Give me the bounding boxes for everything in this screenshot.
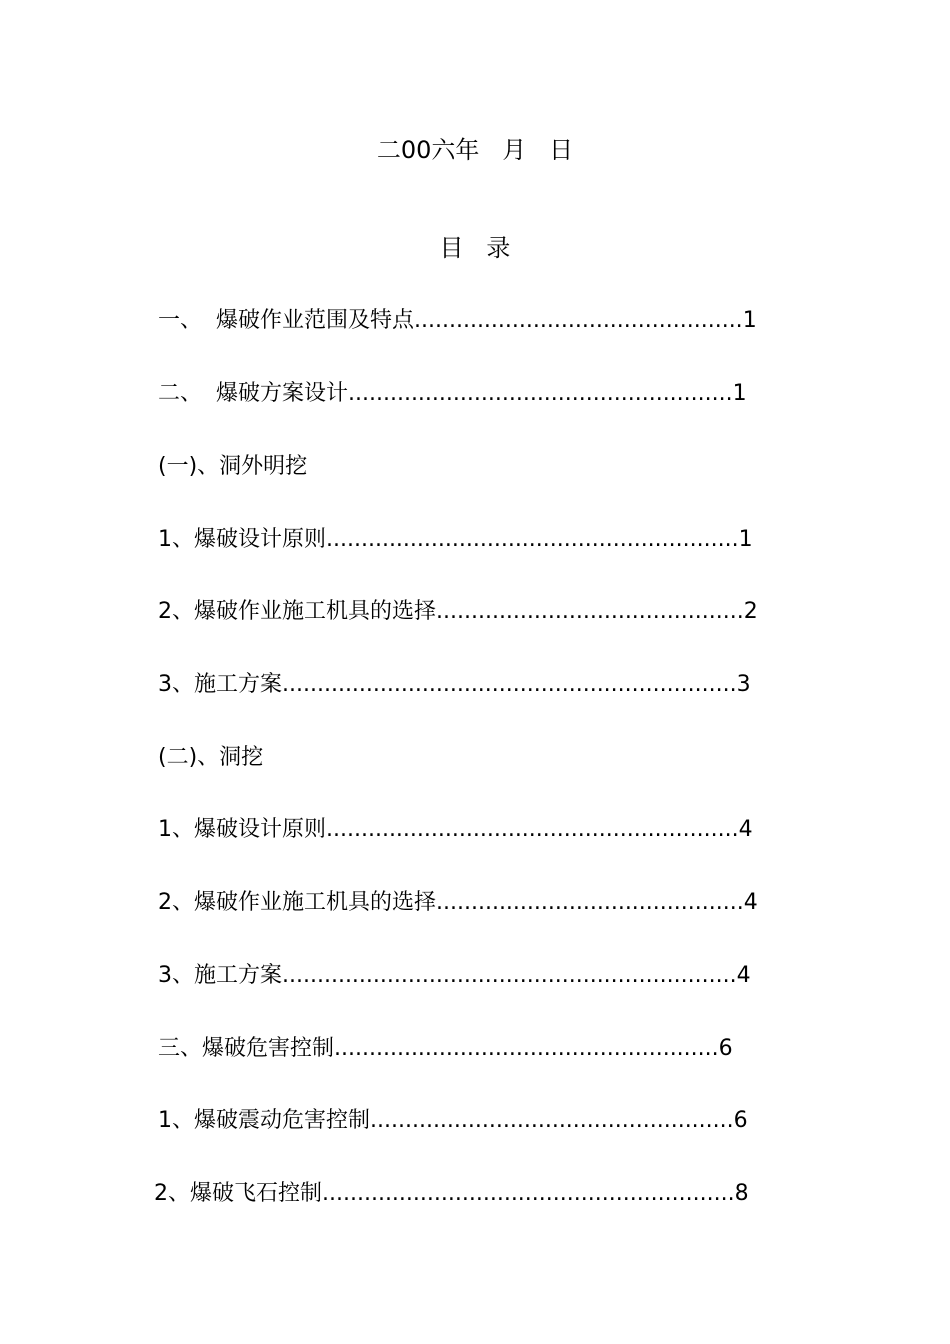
toc-entry[interactable] <box>158 670 751 700</box>
toc-entry-page: 1 <box>742 308 757 333</box>
toc-entry[interactable] <box>158 452 307 482</box>
toc-entry-label: (一)、洞外明挖 <box>158 454 308 479</box>
toc-entry-leader: ....................................................... <box>348 381 733 406</box>
toc-entry-leader: ............................................... <box>414 308 743 333</box>
toc-entry[interactable] <box>158 379 747 409</box>
toc-entry-page: 6 <box>733 1108 748 1133</box>
toc-entry[interactable] <box>154 1179 749 1209</box>
toc-entry[interactable] <box>158 888 758 918</box>
toc-entry-page: 6 <box>718 1036 733 1061</box>
toc-entry-leader: ........................................................... <box>326 817 739 842</box>
toc-entry-label: 3、施工方案 <box>158 963 282 988</box>
toc-entry[interactable] <box>158 525 753 555</box>
toc-entry-leader: ........................................................... <box>326 527 739 552</box>
toc-entry-page: 4 <box>736 963 751 988</box>
toc-entry-label: 一、 爆破作业范围及特点 <box>158 308 414 333</box>
toc-entry-leader: .................................................... <box>370 1108 734 1133</box>
toc-entry-page: 4 <box>743 890 758 915</box>
toc-entry-page: 1 <box>738 527 753 552</box>
toc-entry-leader: ....................................................... <box>334 1036 719 1061</box>
toc-entry-label: 1、爆破设计原则 <box>158 527 326 552</box>
toc-entry-label: 2、爆破作业施工机具的选择 <box>158 599 436 624</box>
toc-entry-leader: ................................................................. <box>282 672 737 697</box>
toc-entry-label: 二、 爆破方案设计 <box>158 381 348 406</box>
toc-entry[interactable] <box>158 306 757 336</box>
toc-entry-page: 4 <box>738 817 753 842</box>
toc-entry[interactable] <box>158 597 758 627</box>
toc-entry-leader: ............................................ <box>436 890 744 915</box>
toc-entry-label: 3、施工方案 <box>158 672 282 697</box>
toc-entry-label: 1、爆破设计原则 <box>158 817 326 842</box>
toc-entry-label: 2、爆破作业施工机具的选择 <box>158 890 436 915</box>
toc-entry-page: 8 <box>734 1181 749 1206</box>
toc-entry[interactable] <box>158 961 751 991</box>
date-line: 二00六年 月 日 <box>376 136 574 164</box>
toc-entry[interactable] <box>158 1034 733 1064</box>
toc-entry-leader: ............................................ <box>436 599 744 624</box>
toc-entry-label: 1、爆破震动危害控制 <box>158 1108 370 1133</box>
toc-entry[interactable] <box>158 743 263 773</box>
toc-entry-label: 2、爆破飞石控制 <box>154 1181 322 1206</box>
toc-entry-page: 3 <box>736 672 751 697</box>
toc-entry-label: (二)、洞挖 <box>158 745 264 770</box>
toc-entry-label: 三、爆破危害控制 <box>158 1036 335 1061</box>
toc-entry[interactable] <box>158 1106 748 1136</box>
toc-entry-page: 1 <box>732 381 747 406</box>
toc-entry[interactable] <box>158 815 753 845</box>
toc-title: 目 录 <box>439 234 511 262</box>
toc-entry-leader: ........................................................... <box>322 1181 735 1206</box>
toc-entry-leader: ................................................................. <box>282 963 737 988</box>
toc-entry-page: 2 <box>743 599 758 624</box>
